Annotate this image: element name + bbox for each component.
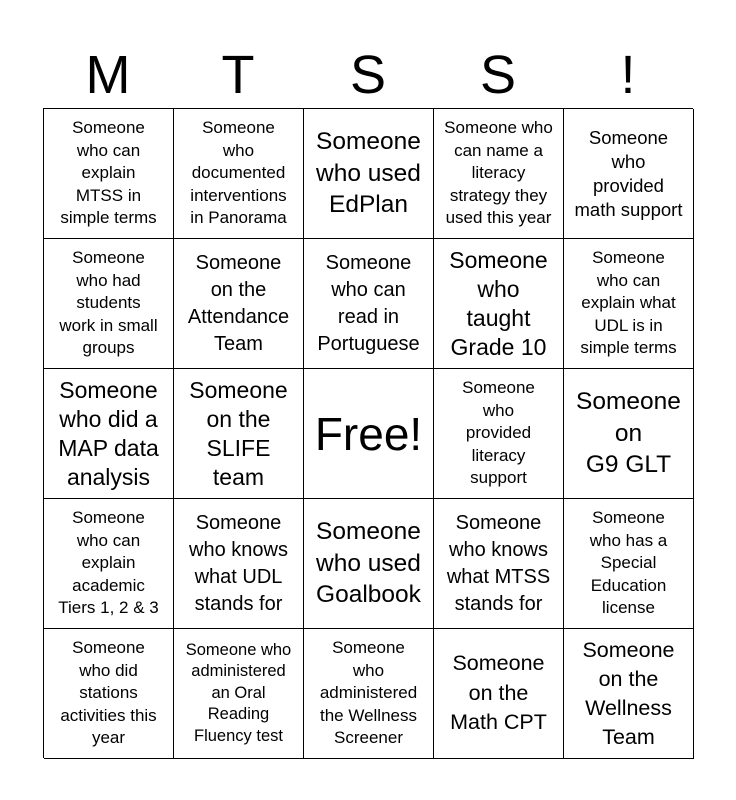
bingo-cell-text: Someone who has a Special Education license <box>589 508 668 618</box>
bingo-cell-text: Someone who provided literacy support <box>462 378 535 488</box>
header-letter-m: M <box>85 45 131 105</box>
bingo-cell-text: Someone who documented interventions in Panorama <box>190 118 287 228</box>
bingo-cell-r5c4[interactable] <box>434 629 564 759</box>
bingo-cell-r1c4[interactable] <box>434 109 564 239</box>
bingo-cell-text: Someone who can explain MTSS in simple terms <box>60 118 157 228</box>
bingo-cell-text: Someone who administered the Wellness Screener <box>319 638 418 748</box>
bingo-cell-text: Someone who used EdPlan <box>316 128 421 219</box>
bingo-cell-r4c1[interactable] <box>44 499 174 629</box>
bingo-cell-text: Someone on G9 GLT <box>576 388 681 479</box>
bingo-cell-text: Someone who can explain what UDL is in simple terms <box>580 248 677 358</box>
bingo-cell-text: Someone who did a MAP data analysis <box>58 376 159 490</box>
bingo-cell-r2c1[interactable] <box>44 239 174 369</box>
bingo-cell-r5c5[interactable] <box>564 629 694 759</box>
bingo-cell-text: Someone who had students work in small groups <box>59 248 158 358</box>
bingo-cell-r3c4[interactable] <box>434 369 564 499</box>
bingo-board <box>43 108 693 758</box>
bingo-cell-r4c5[interactable] <box>564 499 694 629</box>
header-letter-s1: S <box>349 45 387 105</box>
bingo-cell-r4c4[interactable] <box>434 499 564 629</box>
bingo-cell-r5c2[interactable] <box>174 629 304 759</box>
bingo-cell-r1c3[interactable] <box>304 109 434 239</box>
bingo-cell-r1c1[interactable] <box>44 109 174 239</box>
bingo-cell-text: Someone on the Attendance Team <box>187 251 290 355</box>
bingo-cell-r5c3[interactable] <box>304 629 434 759</box>
bingo-cell-text: Someone on the Math CPT <box>450 651 547 735</box>
bingo-cell-text: Someone who administered an Oral Reading Fluency test <box>185 640 292 745</box>
bingo-cell-r5c1[interactable] <box>44 629 174 759</box>
bingo-cell-text: Someone who can name a literacy strategy they used this year <box>444 118 553 228</box>
bingo-cell-text: Someone on the SLIFE team <box>189 376 288 490</box>
bingo-cell-text: Someone who knows what UDL stands for <box>189 511 288 615</box>
bingo-header <box>43 42 693 108</box>
bingo-cell-r2c3[interactable] <box>304 239 434 369</box>
header-letter-exclamation: ! <box>620 45 636 105</box>
bingo-cell-r3c5[interactable] <box>564 369 694 499</box>
header-letter-t: T <box>221 45 255 105</box>
free-space-label: Free! <box>314 407 423 460</box>
bingo-cell-r2c4[interactable] <box>434 239 564 369</box>
bingo-cell-r2c2[interactable] <box>174 239 304 369</box>
header-letter-s2: S <box>479 45 517 105</box>
bingo-cell-r4c3[interactable] <box>304 499 434 629</box>
bingo-cell-text: Someone who did stations activities this year <box>60 638 157 748</box>
bingo-cell-text: Someone who provided math support <box>574 126 683 220</box>
bingo-cell-text: Someone who knows what MTSS stands for <box>446 511 551 615</box>
bingo-cell-text: Someone who can read in Portuguese <box>317 251 420 355</box>
bingo-cell-text: Someone who used Goalbook <box>316 518 421 609</box>
bingo-cell-r1c2[interactable] <box>174 109 304 239</box>
bingo-cell-text: Someone on the Wellness Team <box>582 637 675 749</box>
bingo-cell-r4c2[interactable] <box>174 499 304 629</box>
bingo-cell-r3c2[interactable] <box>174 369 304 499</box>
bingo-cell-r1c5[interactable] <box>564 109 694 239</box>
bingo-cell-text: Someone who taught Grade 10 <box>449 246 548 360</box>
bingo-cell-free[interactable] <box>304 369 434 499</box>
bingo-cell-r3c1[interactable] <box>44 369 174 499</box>
bingo-cell-r2c5[interactable] <box>564 239 694 369</box>
bingo-cell-text: Someone who can explain academic Tiers 1, 2 & 3 <box>58 508 159 618</box>
